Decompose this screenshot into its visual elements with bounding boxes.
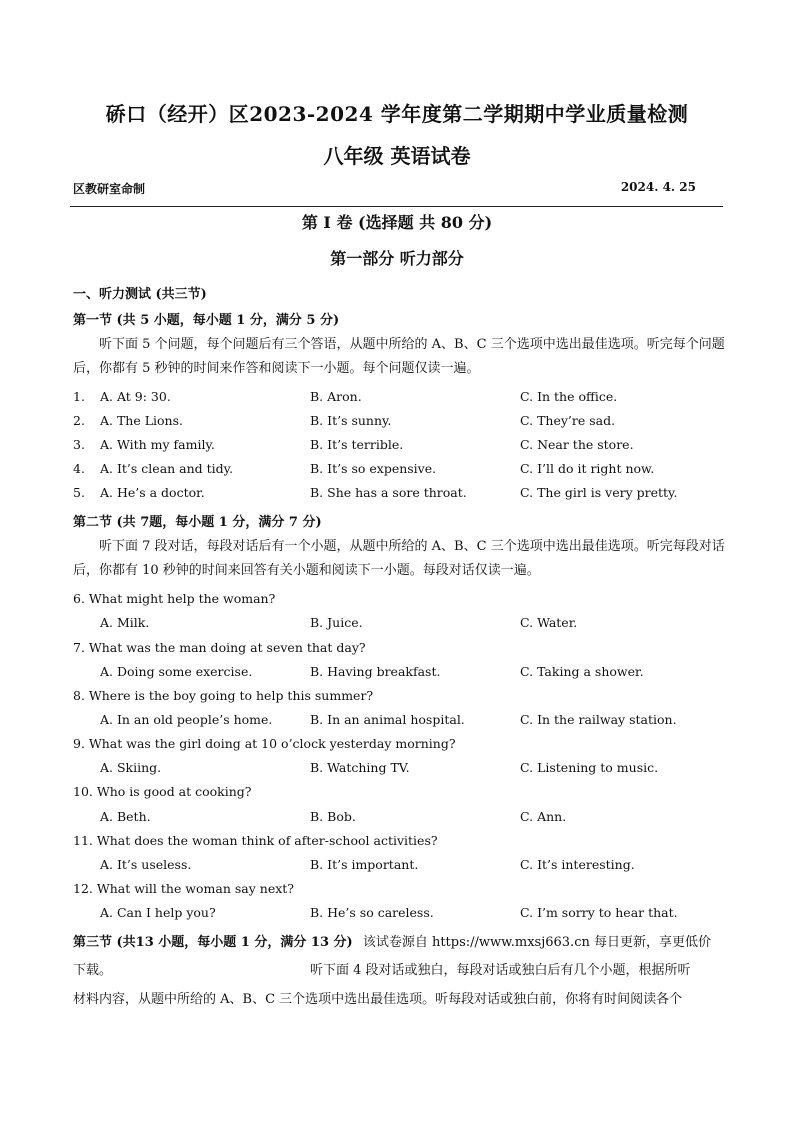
- option-b: B. She has a sore throat.: [310, 485, 467, 500]
- option-a: A. With my family.: [100, 437, 215, 452]
- option-c: C. They’re sad.: [520, 413, 616, 428]
- section3-line-2b: 听下面 4 段对话或独白，每段对话或独白后有几个小题，根据所听: [310, 963, 691, 978]
- option-b: B. It’s so expensive.: [310, 461, 437, 476]
- option-a: A. In an old people’s home.: [100, 712, 273, 727]
- source-note: 该试卷源自 https://www.mxsj663.cn 每日更新，享更低价: [362, 935, 711, 950]
- question-number: 4.: [73, 461, 85, 476]
- option-c: C. Listening to music.: [520, 760, 659, 775]
- option-c: C. Taking a shower.: [520, 664, 644, 679]
- header-divider: [70, 206, 723, 207]
- option-c: C. I’ll do it right now.: [520, 461, 655, 476]
- listening-heading: 一、听力测试 (共三节): [73, 287, 207, 302]
- question-number: 3.: [73, 437, 85, 452]
- option-c: C. In the railway station.: [520, 712, 677, 727]
- question-text: 11. What does the woman think of after-school activities?: [73, 833, 438, 848]
- option-a: A. Doing some exercise.: [100, 664, 253, 679]
- question-number: 2.: [73, 413, 85, 428]
- option-a: A. The Lions.: [100, 413, 183, 428]
- exam-title: 硚口（经开）区2023-2024 学年度第二学期期中学业质量检测: [105, 102, 689, 126]
- option-b: B. It’s terrible.: [310, 437, 404, 452]
- section2-heading: 第二节 (共 7题，每小题 1 分，满分 7 分): [73, 515, 322, 530]
- option-c: C. Water.: [520, 615, 578, 630]
- section3-heading: 第三节 (共13 小题，每小题 1 分，满分 13 分): [73, 935, 353, 950]
- option-a: A. Milk.: [100, 615, 150, 630]
- option-a: A. At 9: 30.: [100, 389, 171, 404]
- section1-instructions: 听下面 5 个问题，每个问题后有三个答语，从题中所给的 A、B、C 三个选项中选出最佳选项。听完每个问题后，你都有 5 秒钟的时间来作答和阅读下一小题。每个问题仅读一遍。: [73, 337, 725, 376]
- question-text: 10. Who is good at cooking?: [73, 784, 252, 799]
- option-b: B. It’s sunny.: [310, 413, 392, 428]
- option-b: B. He’s so careless.: [310, 905, 434, 920]
- volume-heading: 第 I 卷 (选择题 共 80 分): [301, 213, 493, 232]
- option-a: A. It’s clean and tidy.: [100, 461, 234, 476]
- option-c: C. In the office.: [520, 389, 618, 404]
- option-c: C. The girl is very pretty.: [520, 485, 678, 500]
- exam-date: 2024. 4. 25: [620, 180, 696, 194]
- option-a: A. He’s a doctor.: [100, 485, 205, 500]
- section3-line-2a: 下载。: [73, 963, 113, 978]
- option-b: B. Aron.: [310, 389, 362, 404]
- option-c: C. It’s interesting.: [520, 857, 635, 872]
- question-text: 8. Where is the boy going to help this summer?: [73, 688, 374, 703]
- question-text: 7. What was the man doing at seven that day?: [73, 640, 366, 655]
- option-a: A. Beth.: [100, 809, 151, 824]
- section1-heading: 第一节 (共 5 小题，每小题 1 分，满分 5 分): [73, 313, 340, 328]
- question-number: 1.: [73, 389, 85, 404]
- option-b: B. Juice.: [310, 615, 363, 630]
- part-heading: 第一部分 听力部分: [330, 249, 464, 268]
- option-a: A. It’s useless.: [100, 857, 192, 872]
- option-a: A. Can I help you?: [100, 905, 216, 920]
- question-text: 6. What might help the woman?: [73, 591, 276, 606]
- option-c: C. I’m sorry to hear that.: [520, 905, 678, 920]
- option-c: C. Near the store.: [520, 437, 634, 452]
- question-number: 5.: [73, 485, 85, 500]
- section2-instructions: 听下面 7 段对话，每段对话后有一个小题，从题中所给的 A、B、C 三个选项中选出最佳选项。听完每段对话后，你都有 10 秒钟的时间来回答有关小题和阅读下一小题。每段对话仅读一遍。: [73, 539, 725, 578]
- option-b: B. Having breakfast.: [310, 664, 441, 679]
- option-b: B. Bob.: [310, 809, 356, 824]
- section3-line-3: 材料内容，从题中所给的 A、B、C 三个选项中选出最佳选项。听每段对话或独白前，你将有时间阅读各个: [73, 992, 683, 1007]
- option-a: A. Skiing.: [100, 760, 162, 775]
- question-text: 12. What will the woman say next?: [73, 881, 294, 896]
- option-b: B. It’s important.: [310, 857, 419, 872]
- section3-line-1: [73, 931, 711, 950]
- exam-subtitle: 八年级 英语试卷: [323, 144, 471, 168]
- issuer-label: 区教研室命制: [73, 182, 146, 196]
- option-b: B. Watching TV.: [310, 760, 410, 775]
- option-c: C. Ann.: [520, 809, 567, 824]
- question-text: 9. What was the girl doing at 10 o’clock yesterday morning?: [73, 736, 456, 751]
- option-b: B. In an animal hospital.: [310, 712, 465, 727]
